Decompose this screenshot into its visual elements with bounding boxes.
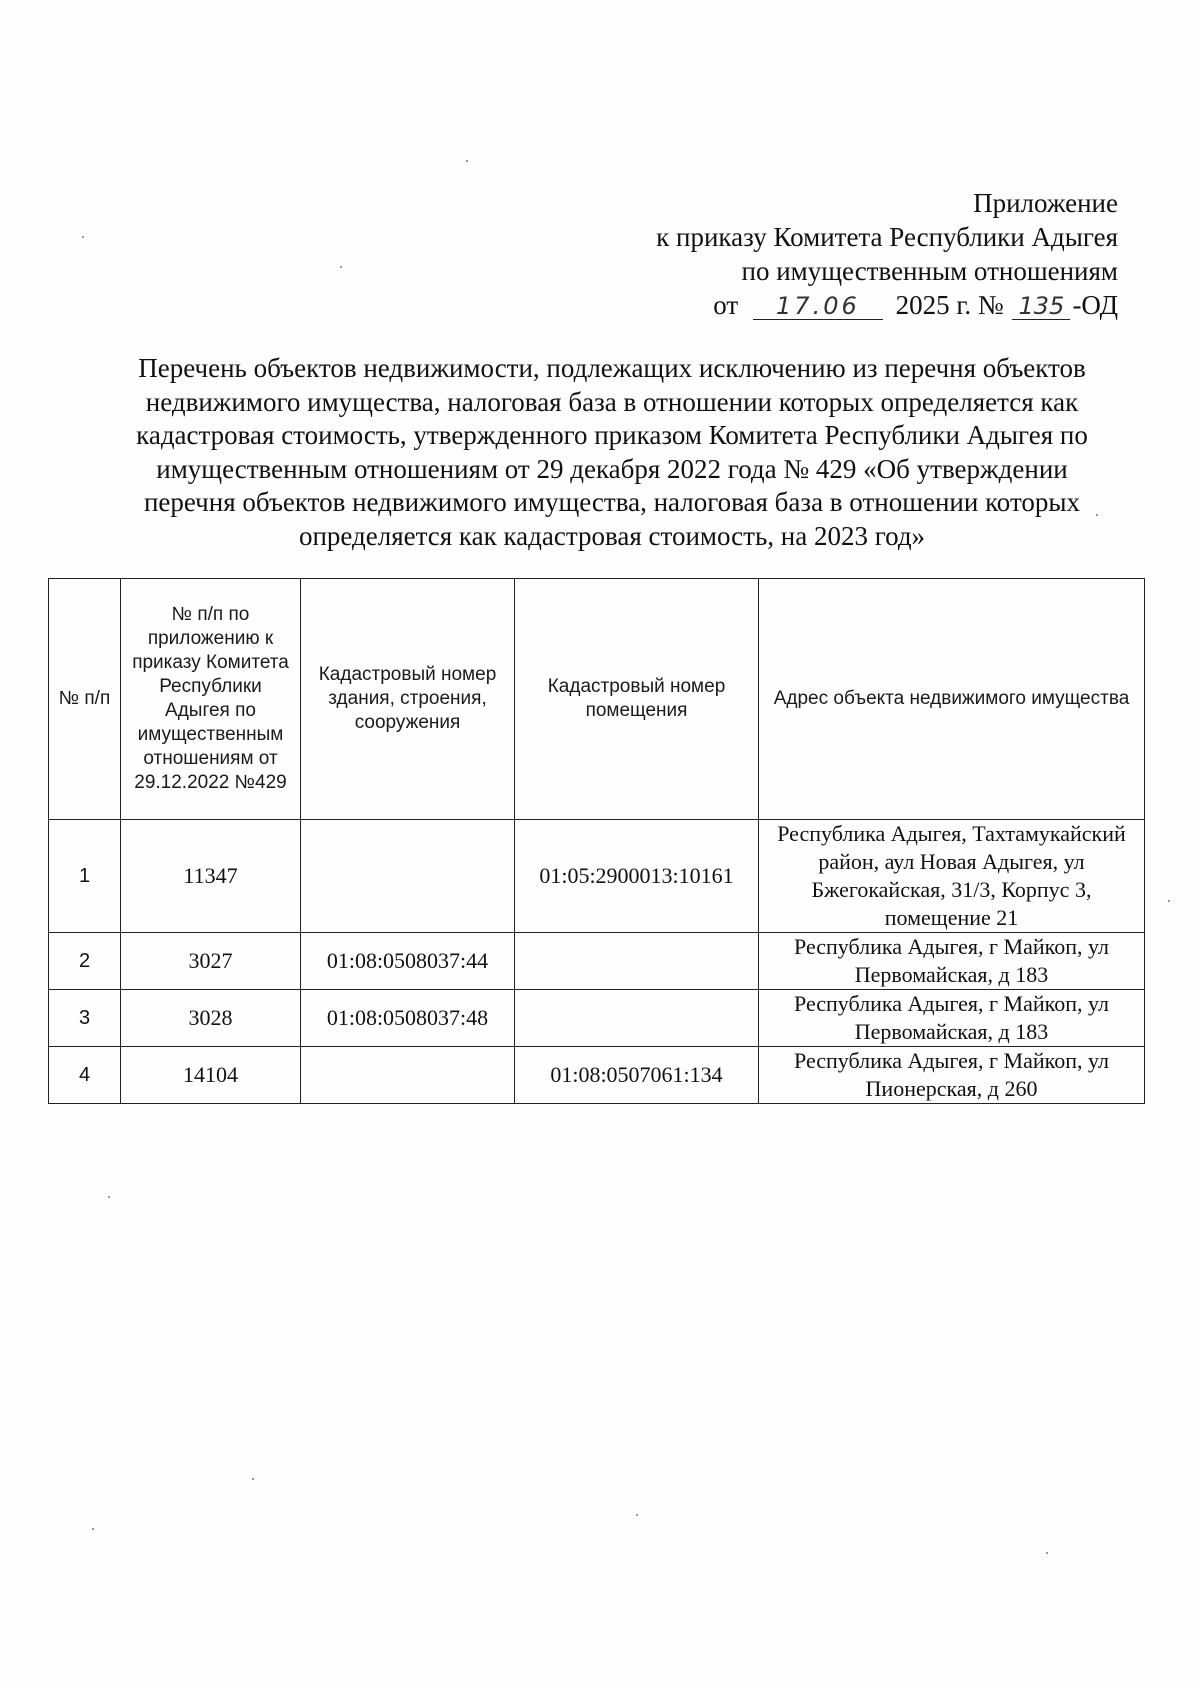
cell-appendix-number: 3028 xyxy=(121,990,301,1047)
scan-speck xyxy=(1046,1552,1048,1554)
scan-speck xyxy=(108,1196,110,1198)
cell-appendix-number: 11347 xyxy=(121,820,301,933)
table-row xyxy=(49,933,1145,990)
appendix-date-line xyxy=(656,288,1118,322)
title-line: кадастровая стоимость, утвержденного приказом Комитета Республики Адыгея по xyxy=(136,420,1088,450)
title-line: имущественным отношениям от 29 декабря 2022 года № 429 «Об утверждении xyxy=(156,453,1068,484)
order-suffix: -ОД xyxy=(1072,290,1118,320)
scan-speck xyxy=(92,1528,94,1530)
cell-address: Республика Адыгея, г Майкоп, ул Пионерская, д 260 xyxy=(759,1047,1145,1104)
title-line: Перечень объектов недвижимости, подлежащих исключению из перечня объектов xyxy=(138,353,1086,383)
header-row-number: № п/п xyxy=(49,579,121,820)
table-row xyxy=(49,1047,1145,1104)
cell-building-cadastral: 01:08:0508037:48 xyxy=(301,990,515,1047)
cell-room-cadastral: 01:05:2900013:10161 xyxy=(515,820,759,933)
cell-appendix-number: 3027 xyxy=(121,933,301,990)
cell-row-number: 4 xyxy=(49,1047,121,1104)
scan-speck xyxy=(636,1514,638,1516)
scan-speck xyxy=(252,1478,254,1480)
cell-building-cadastral: 01:08:0508037:44 xyxy=(301,933,515,990)
cell-room-cadastral xyxy=(515,933,759,990)
scan-speck xyxy=(82,236,84,238)
title-line: определяется как кадастровая стоимость, на 2023 год» xyxy=(298,520,926,551)
cell-row-number: 2 xyxy=(49,933,121,990)
appendix-order-ref: к приказу Комитета Республики Адыгея xyxy=(656,222,1118,252)
header-building-cadastral: Кадастровый номер здания, строения, сооружения xyxy=(301,579,515,820)
date-prefix: от xyxy=(713,290,739,320)
title-line: перечня объектов недвижимого имущества, налоговая база в отношении которых xyxy=(143,487,1081,517)
cell-row-number: 3 xyxy=(49,990,121,1047)
objects-table xyxy=(48,578,1145,1104)
cell-room-cadastral: 01:08:0507061:134 xyxy=(515,1047,759,1104)
table-header-row xyxy=(49,579,1145,820)
cell-appendix-number: 14104 xyxy=(121,1047,301,1104)
cell-building-cadastral xyxy=(301,1047,515,1104)
document-title xyxy=(92,352,1132,553)
cell-room-cadastral xyxy=(515,990,759,1047)
scan-speck xyxy=(1096,514,1098,516)
appendix-committee: по имущественным отношениям xyxy=(741,256,1118,286)
cell-address: Республика Адыгея, Тахтамукайский район, аул Новая Адыгея, ул Бжегокайская, 31/3, Корпус 3, помещение 21 xyxy=(759,820,1145,933)
title-line: недвижимого имущества, налоговая база в отношении которых определяется как xyxy=(145,386,1079,417)
handwritten-order-number: 135 xyxy=(1012,293,1070,320)
cell-address: Республика Адыгея, г Майкоп, ул Первомайская, д 183 xyxy=(759,933,1145,990)
table-row xyxy=(49,990,1145,1047)
header-room-cadastral: Кадастровый номер помещения xyxy=(515,579,759,820)
handwritten-date: 17.06 xyxy=(753,293,883,320)
cell-row-number: 1 xyxy=(49,820,121,933)
year-text: 2025 г. № xyxy=(895,290,1004,320)
cell-address: Республика Адыгея, г Майкоп, ул Первомайская, д 183 xyxy=(759,990,1145,1047)
scan-speck xyxy=(340,266,342,268)
table-row xyxy=(49,820,1145,933)
scan-speck xyxy=(466,160,468,162)
scan-speck xyxy=(1168,900,1170,902)
header-appendix-number: № п/п по приложению к приказу Комитета Республики Адыгея по имущественным отношениям от 29.12.2022 №429 xyxy=(121,579,301,820)
appendix-heading xyxy=(656,186,1118,322)
appendix-label: Приложение xyxy=(973,188,1118,218)
header-address: Адрес объекта недвижимого имущества xyxy=(759,579,1145,820)
cell-building-cadastral xyxy=(301,820,515,933)
